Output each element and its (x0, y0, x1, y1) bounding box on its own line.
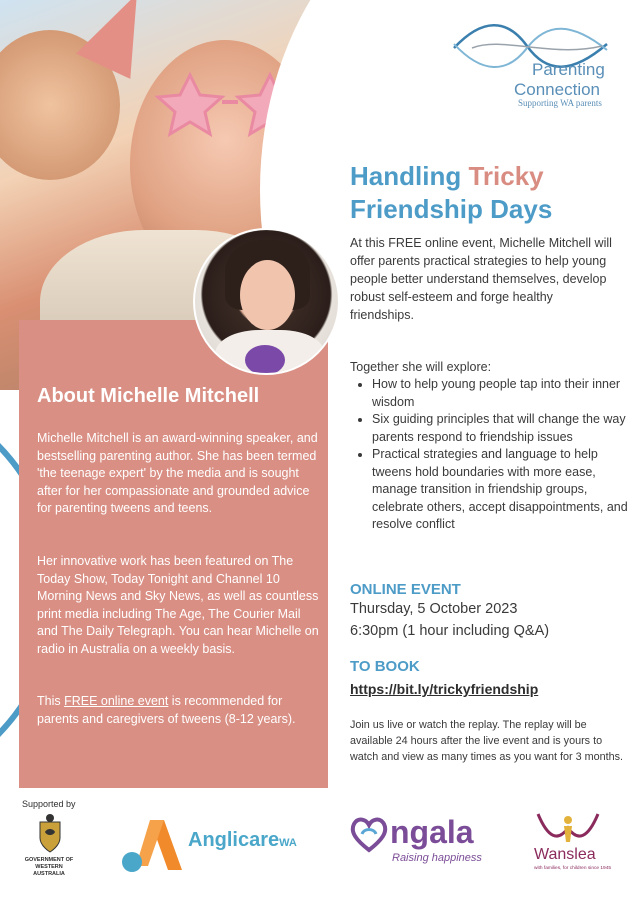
wanslea-text: Wanslea (534, 846, 596, 863)
title-accent: Tricky (468, 161, 544, 191)
wa-line-2: WESTERN AUSTRALIA (33, 864, 65, 877)
brand-name (514, 60, 605, 100)
anglicare-main: Anglicare (188, 829, 280, 851)
about-p3-after: is recommended for parents and caregivers of tweens (8-12 years). (37, 694, 296, 726)
replay-note: Join us live or watch the replay. The replay will be available 24 hours after the live event and is yours to watch and view as many times as you want for 3 months. (350, 719, 624, 763)
about-paragraph-2: Her innovative work has been featured on The Today Show, Today Tonight and Channel 10 Morning News and Sky News, as well as countless print media including The Age, The Courier Mail and The Daily Telegraph. You can hear Michelle on radio in Australia on a weekly basis. (37, 554, 319, 656)
wa-government-logo (20, 812, 78, 882)
anglicare-suffix: WA (279, 837, 297, 849)
list-item: • How to help young people tap into their inner wisdom (372, 376, 633, 411)
wa-line-1: GOVERNMENT OF (24, 857, 74, 863)
about-title: About Michelle Mitchell (37, 385, 260, 407)
wanslea-tagline: with families, for children since 1945 (534, 866, 612, 871)
wanslea-figure-icon (528, 808, 608, 848)
portrait-flowers (245, 345, 285, 375)
about-p3-before: This (37, 694, 65, 708)
booking-link[interactable]: https://bit.ly/trickyfriendship (350, 681, 539, 697)
event-time: 6:30pm (1 hour including Q&A) (350, 623, 550, 639)
about-panel (19, 320, 328, 788)
explore-lead: Together she will explore: (350, 360, 492, 374)
wanslea-logo (528, 808, 618, 878)
anglicare-a-icon (120, 818, 184, 874)
explore-list (356, 376, 633, 534)
event-date: Thursday, 5 October 2023 (350, 601, 518, 617)
list-item: • Six guiding principles that will change the way parents respond to friendship issues (372, 411, 633, 446)
event-heading: ONLINE EVENT (350, 581, 461, 598)
heart-icon (348, 814, 390, 854)
about-paragraph-3 (37, 693, 322, 728)
booking-heading: TO BOOK (350, 658, 420, 675)
portrait-face (240, 260, 295, 330)
brand-name-line2: Connection (514, 80, 601, 99)
wa-government-text (20, 857, 78, 878)
list-item: • Practical strategies and language to help tweens hold boundaries with more ease, manage transition in friendship groups, celebrate others, accept disappointments, and resolve conflict (372, 446, 633, 534)
michelle-portrait (193, 228, 340, 375)
parenting-connection-logo (452, 18, 612, 112)
anglicare-text (188, 829, 297, 852)
title-part1: Handling (350, 161, 462, 191)
intro-paragraph: At this FREE online event, Michelle Mitchell will offer parents practical strategies to help young people better understand themselves, develop robust self-esteem and forge healthy friendships. (350, 236, 612, 322)
supported-by-label: Supported by (22, 799, 76, 809)
free-event-link[interactable]: FREE online event (64, 694, 169, 708)
brand-name-line1: Parenting (532, 60, 605, 79)
title-part2: Friendship Days (350, 194, 553, 224)
anglicare-logo (120, 818, 310, 874)
ngala-tagline: Raising happiness (392, 852, 482, 864)
ngala-text: ngala (390, 814, 474, 850)
page-title (350, 160, 620, 226)
about-paragraph-1: Michelle Mitchell is an award-winning speaker, and bestselling parenting author. She has been termed 'the teenage expert' by the media and is sought after for her compassionate and grounded advice for parenting tweens and teens. (37, 431, 318, 515)
crest-icon (36, 812, 64, 854)
brand-tagline: Supporting WA parents (518, 98, 602, 108)
ngala-logo (348, 814, 488, 876)
